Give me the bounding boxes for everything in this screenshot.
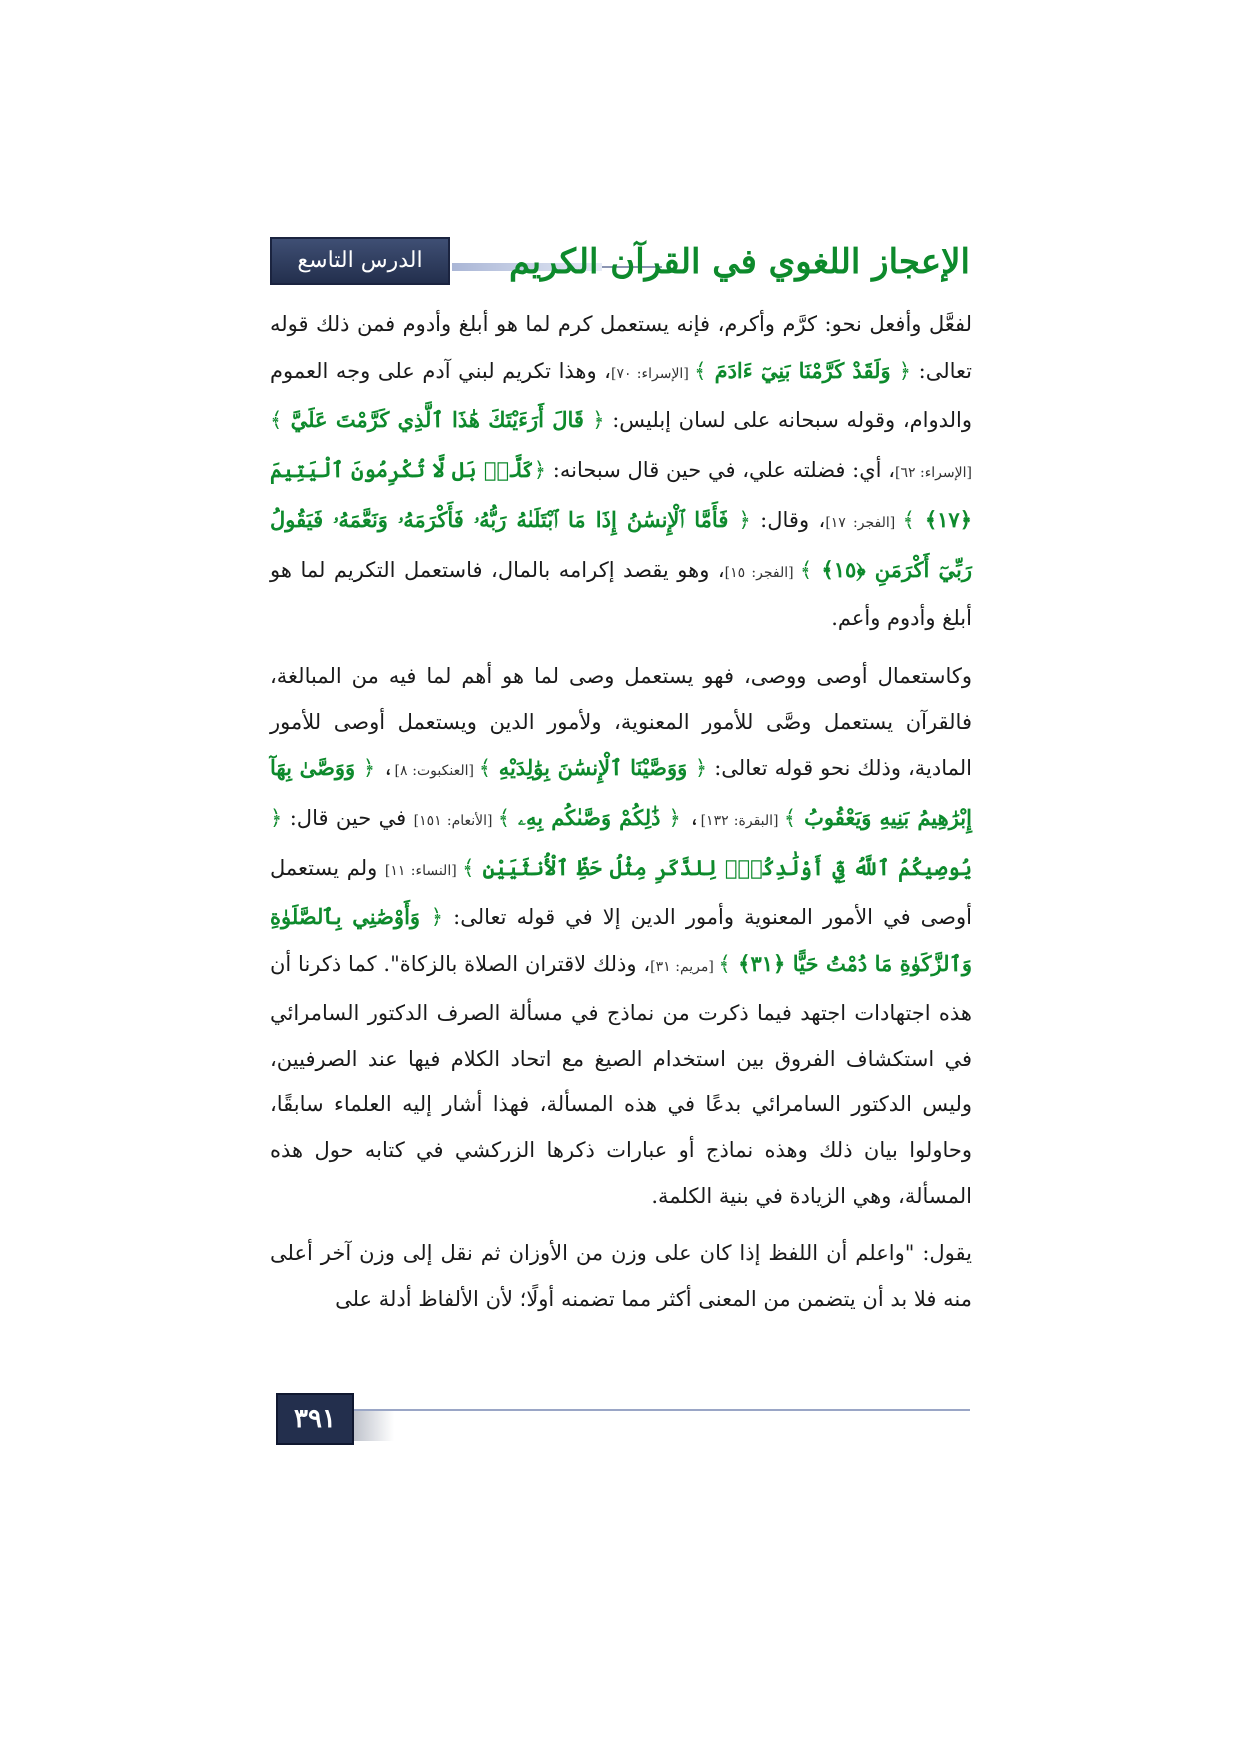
quran-bracket: ﴾	[270, 408, 283, 433]
quran-verse: قَالَ أَرَءَيْتَكَ هَٰذَا ٱلَّذِي كَرَّمْتَ عَلَيَّ	[282, 407, 593, 433]
verse-reference: [مريم: ٣١]	[650, 959, 719, 976]
verse-reference: [الفجر: ١٧]	[825, 514, 903, 531]
quran-bracket: ﴾	[462, 855, 475, 880]
text-run: ،	[680, 806, 701, 831]
quran-bracket: ﴾	[783, 806, 797, 831]
quran-verse: ذَٰلِكُمْ وَصَّىٰكُم بِهِۦ	[510, 805, 669, 831]
lesson-label: الدرس التاسع عشر	[270, 237, 450, 285]
quran-bracket: ﴿	[898, 358, 912, 383]
page-footer	[276, 1393, 970, 1449]
verse-reference: [البقرة: ١٣٢]	[700, 813, 784, 830]
quran-bracket: ﴿	[362, 756, 376, 781]
verse-reference: [الفجر: ١٥]	[724, 564, 800, 581]
quran-bracket: ﴿	[430, 905, 444, 930]
verse-reference: [الأنعام: ١٥١]	[413, 813, 498, 830]
footer-rule	[354, 1409, 970, 1411]
book-title: الإعجاز اللغوي في القرآن الكريم	[508, 242, 970, 282]
text-run: يقول: "واعلم أن اللفظ إذا كان على وزن من الأوزان ثم نقل إلى وزن آخر أعلى منه فلا بد أن يتضمن من المعنى أكثر مما تضمنه أولًا؛ لأن الألفاظ أدلة على	[270, 1241, 972, 1312]
quran-bracket: ﴾	[694, 358, 707, 383]
quran-bracket: ﴿	[738, 507, 751, 532]
quran-bracket: ﴾	[478, 756, 492, 781]
quran-bracket: ﴿	[668, 806, 681, 831]
verse-reference: [الإسراء: ٧٠]	[610, 365, 695, 382]
verse-reference: [العنكبوت: ٨]	[394, 763, 479, 780]
text-run: لفعَّل وأفعل نحو: كرَّم وأكرم، فإنه يستعمل كرم لما هو أبلغ وأدوم فمن ذلك قوله تعالى:	[270, 312, 972, 383]
quran-verse: فَأَمَّا ٱلْإِنسَٰنُ إِذَا مَا ٱبْتَلَىٰهُ رَبُّهُۥ فَأَكْرَمَهُۥ وَنَعَّمَهُۥ فَيَقُولُ رَبِّيٓ أَكْرَمَنِ ﴿١٥﴾	[270, 506, 972, 582]
quran-bracket: ﴾	[799, 557, 813, 582]
quran-verse: وَوَصَّىٰ بِهَآ إِبْرَٰهِيمُ بَنِيهِ وَيَعْقُوبُ	[270, 755, 972, 831]
quran-bracket: ﴾	[718, 952, 731, 977]
body-text	[270, 302, 972, 1323]
text-run: في حين قال:	[282, 806, 414, 831]
text-run: ، أي: فضلته علي، في حين قال سبحانه:	[546, 458, 895, 483]
quran-bracket: ﴿	[694, 756, 708, 781]
text-run: ، وهذا تكريم لبني آدم على وجه العموم والدوام، وقوله سبحانه على لسان إبليس:	[270, 358, 972, 433]
paragraph	[270, 1231, 972, 1322]
text-run: ،	[375, 756, 395, 781]
quran-bracket: ﴿	[592, 408, 605, 433]
quran-verse: يُوصِيكُمُ ٱللَّهُ فِيٓ أَوْلَٰدِكُمْۖ لِلذَّكَرِ مِثْلُ حَظِّ ٱلْأُنثَيَيْنِ	[474, 854, 973, 880]
verse-reference: [النساء: ١١]	[384, 862, 463, 879]
footer-shade	[354, 1411, 394, 1441]
quran-bracket: ﴿	[533, 458, 547, 483]
quran-bracket: ﴾	[902, 507, 915, 532]
quran-verse: وَلَقَدْ كَرَّمْنَا بَنِيٓ ءَادَمَ	[706, 357, 899, 383]
text-run: ، وذلك لاقتران الصلاة بالزكاة". كما ذكرنا أن هذه اجتهادات اجتهد فيما ذكرت من نماذج في مسألة الصرف الدكتور السامرائي في استكشاف الفروق بين استخدام الصيغ مع اتحاد الكلام فيها عند الصرفيين، وليس الدكتور السامرائي بدعًا في هذه المسألة، فهذا أشار إليه العلماء سابقًا، وحاولوا بيان ذلك وهذه نماذج أو عبارات ذكرها الزركشي في كتابه حول هذه المسألة، وهي الزيادة في بنية الكلمة.	[270, 952, 972, 1208]
paragraph	[270, 302, 972, 642]
quran-verse: وَأَوْصَٰنِي بِٱلصَّلَوٰةِ وَٱلزَّكَوٰةِ مَا دُمْتُ حَيًّا ﴿٣١﴾	[270, 904, 972, 977]
paragraph	[270, 654, 972, 1219]
text-run: ، وقال:	[750, 507, 826, 532]
text-run: ، وهو يقصد إكرامه بالمال، فاستعمل التكريم لما هو أبلغ وأدوم وأعم.	[270, 557, 972, 631]
text-run: ولم يستعمل أوصى في الأمور المعنوية وأمور الدين إلا في قوله تعالى:	[270, 855, 972, 930]
quran-bracket: ﴾	[497, 806, 510, 831]
verse-reference: [الإسراء: ٦٢]	[895, 465, 972, 482]
page-header	[270, 237, 970, 317]
page-number: ٣٩١	[276, 1393, 354, 1445]
quran-verse: وَوَصَّيْنَا ٱلْإِنسَٰنَ بِوَٰلِدَيْهِ	[491, 755, 695, 781]
quran-verse: كَلَّاۖ بَل لَّا تُكْرِمُونَ ٱلْيَتِيمَ ﴿١٧﴾	[270, 457, 973, 532]
quran-bracket: ﴿	[270, 806, 283, 831]
text-run: وكاستعمال أوصى ووصى، فهو يستعمل وصى لما هو أهم لما فيه من المبالغة، فالقرآن يستعمل وصَّى للأمور المعنوية، ولأمور الدين ويستعمل أوصى للأمور المادية، وذلك نحو قوله تعالى:	[270, 663, 973, 781]
